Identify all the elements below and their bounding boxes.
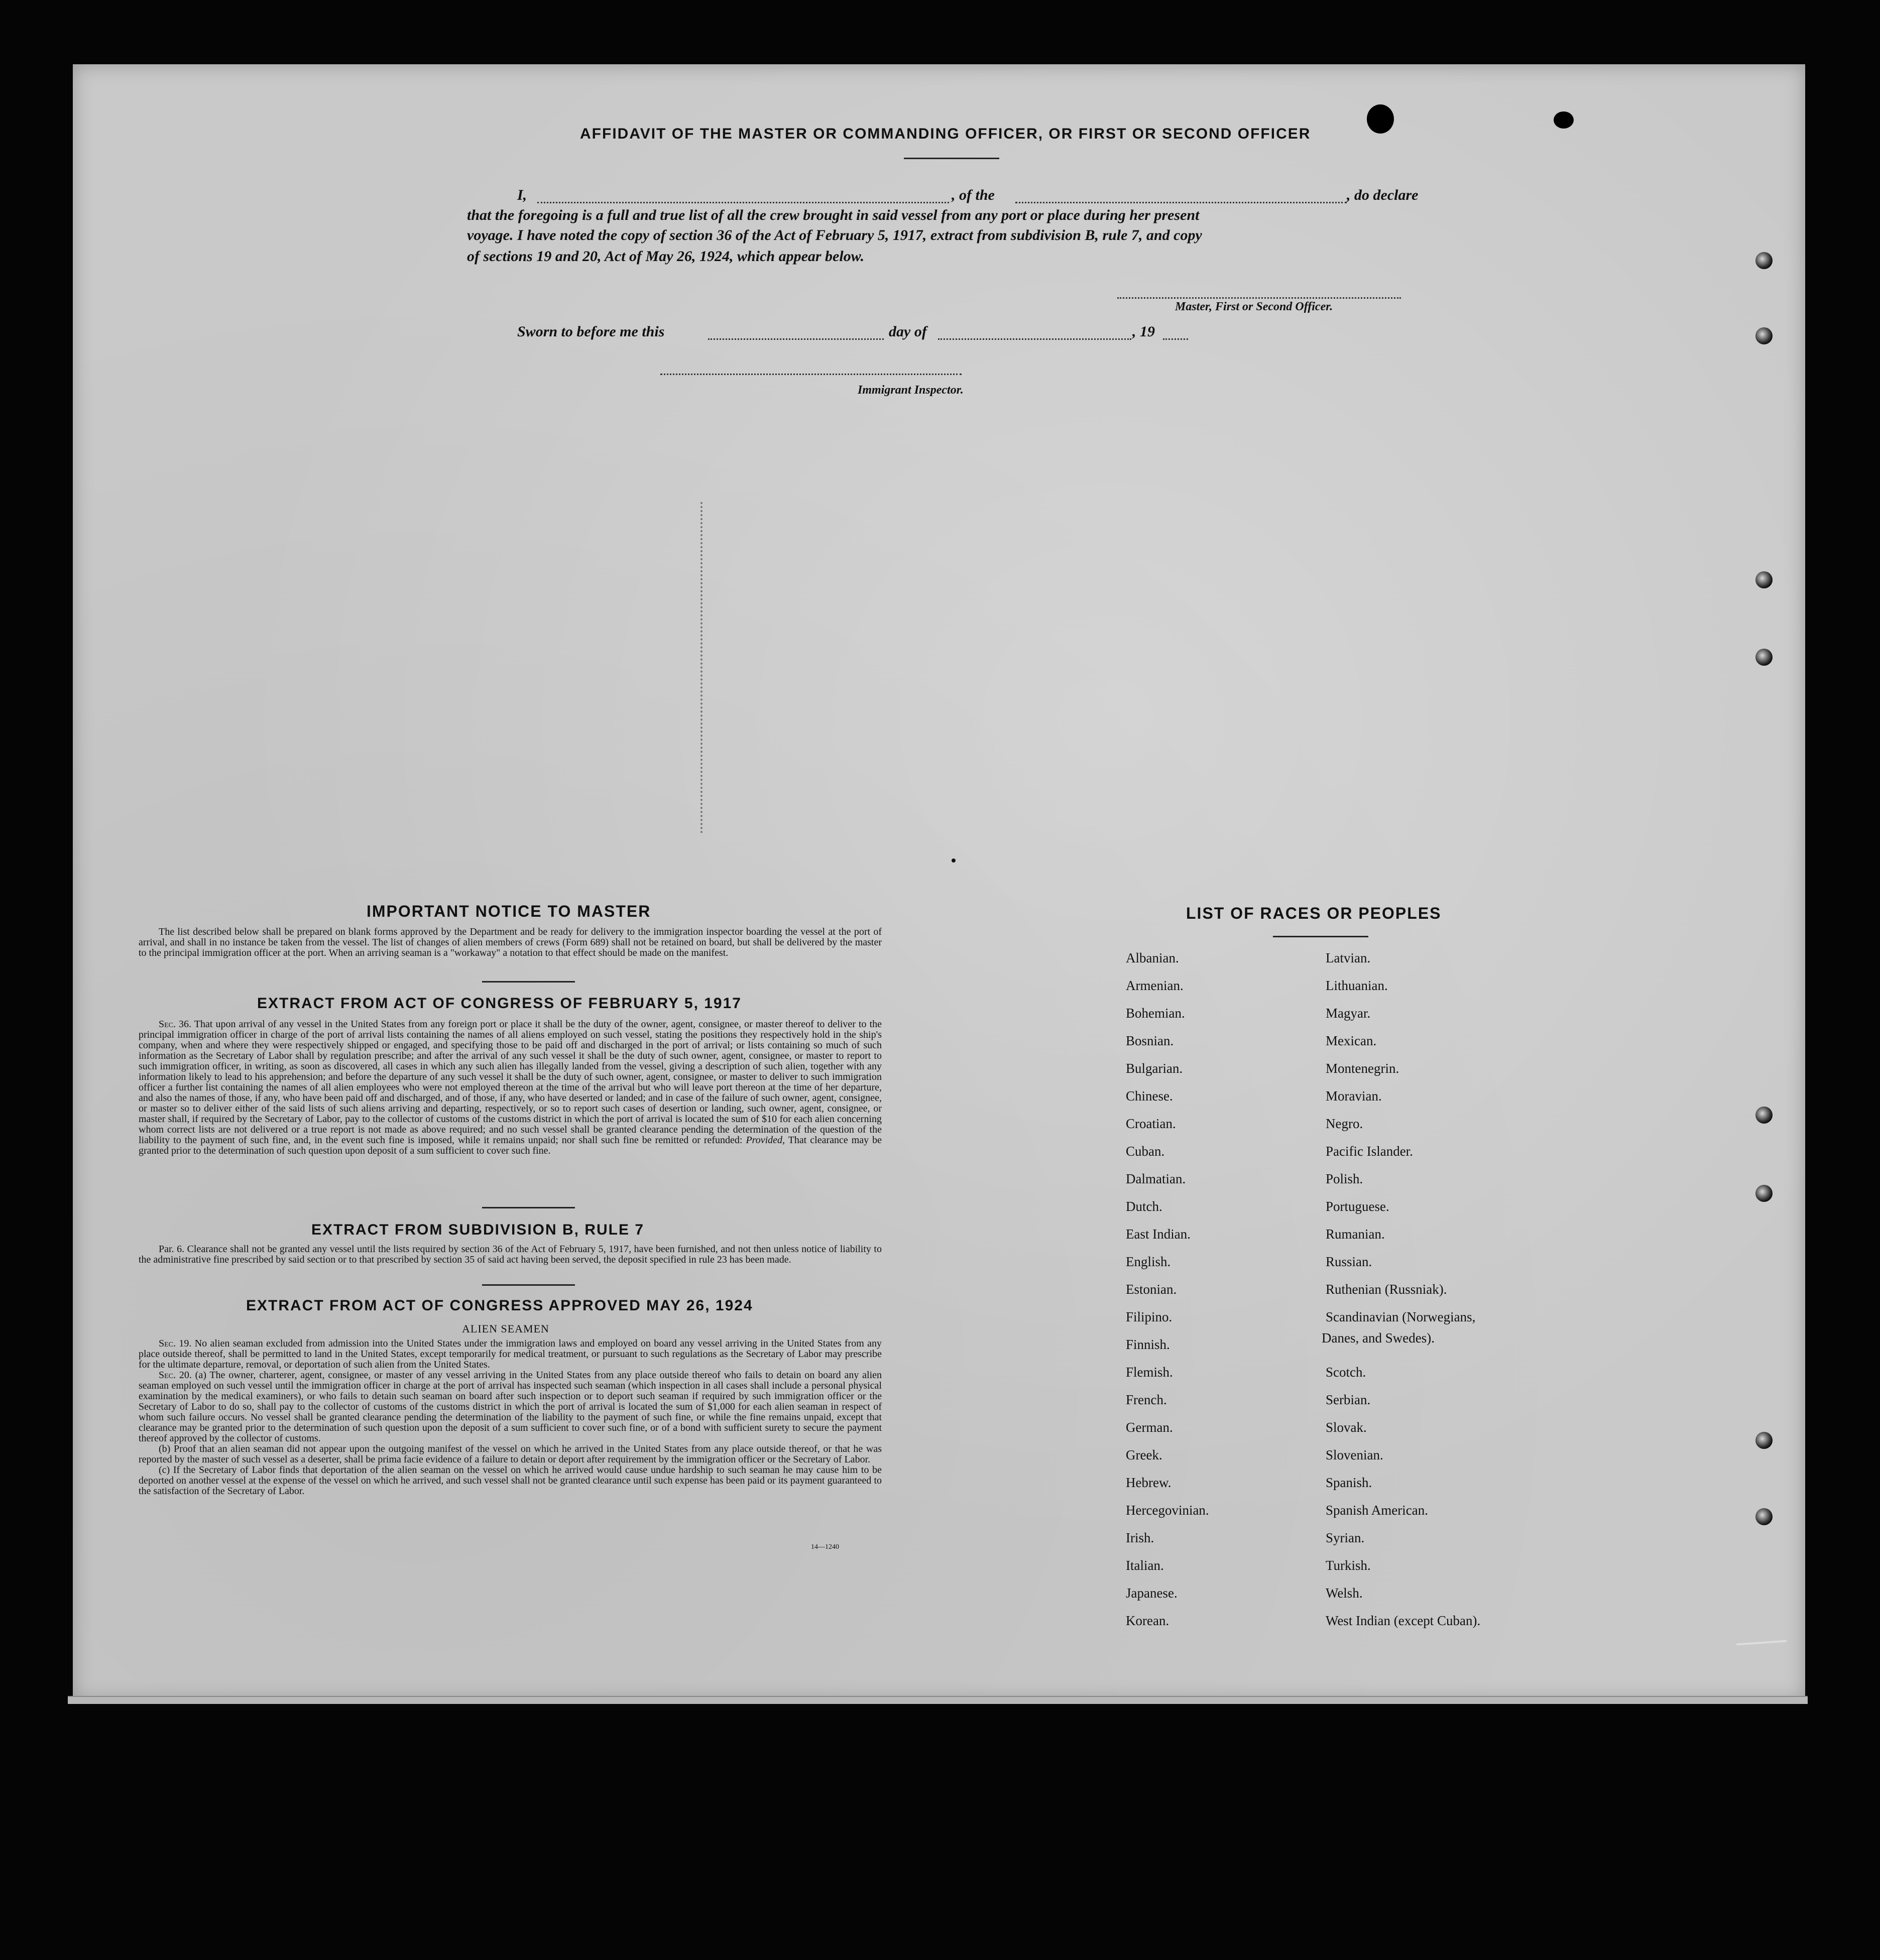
affidavit-line-3: voyage. I have noted the copy of section 36 of the Act of February 5, 1917, extract from subdivision B, rule 7, and copy: [467, 227, 1202, 243]
notice-body: [139, 927, 882, 958]
punch-hole: [1755, 649, 1773, 666]
punch-hole: [1755, 1508, 1773, 1525]
race-item: Syrian.: [1326, 1530, 1365, 1545]
race-item: Rumanian.: [1326, 1227, 1385, 1242]
ink-blot: [1554, 111, 1574, 129]
race-item: Irish.: [1126, 1530, 1154, 1545]
race-item: German.: [1126, 1420, 1173, 1435]
affidavit-line-2: that the foregoing is a full and true list of all the crew brought in said vessel from any port or place during her present: [467, 207, 1200, 223]
race-item: West Indian (except Cuban).: [1326, 1613, 1481, 1628]
race-item: Japanese.: [1126, 1585, 1178, 1601]
vessel-blank: [1015, 202, 1347, 203]
race-item: Slovenian.: [1326, 1447, 1383, 1462]
extract-1917-title: EXTRACT FROM ACT OF CONGRESS OF FEBRUARY 5, 1917: [257, 995, 742, 1012]
year-label: , 19: [1132, 323, 1155, 340]
sec-19-text: No alien seaman excluded from admission into the United States under the immigration laws and employed on board any vessel arriving in the United States from any place outside thereof, shall be permitted to land in the United States, except temporarily for medical treatment, or pursuant to such regulations as the Secretary of Labor may prescribe for the ultimate departure, removal, or deportation of such alien from the United States.: [139, 1338, 882, 1370]
race-item: Korean.: [1126, 1613, 1169, 1628]
notice-title: IMPORTANT NOTICE TO MASTER: [367, 902, 651, 920]
punch-hole: [1755, 1432, 1773, 1449]
race-item: Finnish.: [1126, 1337, 1170, 1352]
affidavit-title-underline: [904, 158, 999, 159]
extract-1917-divider: [482, 1207, 575, 1208]
sec-36-tail: That clearance may be granted prior to the determination of such question upon deposit of a sum sufficient to cover such fine.: [139, 1135, 882, 1156]
day-of-label: day of: [889, 323, 927, 340]
punch-hole: [1755, 1185, 1773, 1202]
race-item: Latvian.: [1326, 950, 1371, 965]
form-number: 14—1240: [811, 1543, 839, 1551]
faint-dot: [952, 859, 956, 863]
race-item: Filipino.: [1126, 1309, 1172, 1324]
race-item: Turkish.: [1326, 1558, 1371, 1573]
sec-20a-text: (a) The owner, charterer, agent, consignee, or master of any vessel arriving in the United States from any place outside thereof who fails to detain on board any alien seaman employed on such vessel until the immigration officer in charge at the port of arrival has inspected such seaman (which inspection in all cases shall include a personal physical examination by the medical examiners), or who fails to detain such seaman on board after such inspection or to deport such seaman if required by such immigration officer or the Secretary of Labor to do so, shall pay to the collector of customs of the customs district in which the port of arrival is located the sum of $1,000 for each alien seaman in respect of whom such failure occurs. No vessel shall be granted clearance pending the determination of the liability to the payment of such fine, or while the fine remains unpaid, except that clearance may be granted prior to the determination of such question upon the deposit of a sum sufficient to cover such fine, or of a bond with sufficient surety to secure the payment thereof approved by the collector of customs.: [139, 1370, 882, 1444]
race-item: Italian.: [1126, 1558, 1164, 1573]
race-item: Hebrew.: [1126, 1475, 1171, 1490]
race-item: East Indian.: [1126, 1227, 1191, 1242]
race-item: Estonian.: [1126, 1282, 1177, 1297]
master-signature-caption: Master, First or Second Officer.: [1175, 300, 1333, 313]
rule7-paragraph: Par. 6. Clearance shall not be granted any vessel until the lists required by section 36 of the Act of February 5, 1917, have been furnished, and not then unless notice of liability to the administrative fine prescribed by said section or to that prescribed by section 35 of said act having been served, the deposit specified in rule 23 has been made.: [139, 1244, 882, 1265]
punch-hole: [1755, 327, 1773, 344]
punch-hole: [1755, 1107, 1773, 1124]
race-item: Albanian.: [1126, 950, 1179, 965]
provided-word: Provided,: [746, 1135, 785, 1146]
race-item: Cuban.: [1126, 1144, 1165, 1159]
alien-seamen-subtitle: ALIEN SEAMEN: [462, 1322, 549, 1335]
race-item: Welsh.: [1326, 1585, 1363, 1601]
rule7-body: [139, 1244, 882, 1265]
race-item: Mexican.: [1326, 1033, 1377, 1048]
sec-19-label: Sec. 19.: [159, 1338, 192, 1349]
affidavit-do-declare: , do declare: [1347, 187, 1419, 203]
sec-20-label: Sec. 20.: [159, 1370, 192, 1381]
extract-1924-body: [139, 1338, 882, 1497]
race-item: Bulgarian.: [1126, 1061, 1183, 1076]
races-title: LIST OF RACES OR PEOPLES: [1186, 904, 1442, 922]
affidavit-i-label: I,: [517, 187, 527, 203]
race-item: Ruthenian (Russniak).: [1326, 1282, 1447, 1297]
sworn-day-blank: [708, 338, 884, 340]
name-blank: [537, 202, 949, 203]
faint-column-dots: [700, 502, 704, 833]
race-item: English.: [1126, 1254, 1171, 1269]
punch-hole: [1755, 252, 1773, 269]
race-item: Bohemian.: [1126, 1006, 1185, 1021]
rule7-divider: [482, 1284, 575, 1286]
affidavit-title: AFFIDAVIT OF THE MASTER OR COMMANDING OFFICER, OR FIRST OR SECOND OFFICER: [580, 126, 1311, 142]
race-item: Portuguese.: [1326, 1199, 1389, 1214]
notice-paragraph: The list described below shall be prepared on blank forms approved by the Department and be ready for delivery to the immigration inspector boarding the vessel at the port of arrival, and shall in no instance be taken from the vessel. The list of changes of alien members of crews (Form 689) shall not be retained on board, but shall be delivered by the master to the principal immigration officer at the port. When an arriving seaman is a "workaway" a notation to that effect should be made on the manifest.: [139, 926, 882, 958]
race-item: Lithuanian.: [1326, 978, 1388, 993]
race-item: Bosnian.: [1126, 1033, 1174, 1048]
sec-36-text: That upon arrival of any vessel in the United States from any foreign port or place it shall be the duty of the owner, agent, consignee, or master thereof to deliver to the principal immigration officer in charge of the port of arrival lists containing the names of all aliens employed on such vessel, stating the positions they respectively hold in the ship's company, when and where they were respectively shipped or engaged, and specifying those to be paid off and discharged in the port of arrival; or lists containing so much of such information as the Secretary of Labor shall by regulation prescribe; and after the arrival of any such vessel it shall be the duty of such owner, agent, consignee, or master to report to such immigration officer, in writing, as soon as discovered, all cases in which any such alien has illegally landed from the vessel, giving a description of such alien, together with any information likely to lead to his apprehension; and before the departure of any such vessel it shall be the duty of such owner, agent, consignee, or master to deliver to such immigration officer a further list containing the names of all alien employees who were not employed thereon at the time of the arrival but who will leave port thereon at the time of her departure, and also the names of those, if any, who have been paid off and discharged, and of those, if any, who have deserted or landed; and in case of the failure of such owner, agent, consignee, or master so to deliver either of the said lists of such aliens arriving and departing, respectively, or so to report such cases of desertion or landing, such owner, agent, consignee, or master shall, if required by the Secretary of Labor, pay to the collector of customs of the customs district in which the port of arrival is located the sum of $10 for each alien concerning whom correct lists are not delivered or a true report is not made as above required; and no such vessel shall be granted clearance pending the determination of the question of the liability to the payment of such fine, and, in the event such fine is imposed, while it remains unpaid; nor shall such fine be remitted or refunded:: [139, 1019, 882, 1146]
race-item: Negro.: [1326, 1116, 1363, 1131]
race-item: Scandinavian (Norwegians,: [1326, 1309, 1476, 1324]
race-item: Chinese.: [1126, 1088, 1173, 1104]
races-title-underline: [1273, 936, 1368, 937]
punch-hole: [1755, 571, 1773, 588]
race-item: Serbian.: [1326, 1392, 1371, 1407]
ink-blot: [1367, 104, 1394, 134]
race-item: Dalmatian.: [1126, 1171, 1186, 1186]
race-item: Montenegrin.: [1326, 1061, 1399, 1076]
master-signature-line: [1117, 297, 1401, 299]
race-item: Russian.: [1326, 1254, 1372, 1269]
race-item: Croatian.: [1126, 1116, 1176, 1131]
race-item: Moravian.: [1326, 1088, 1382, 1104]
race-item: Spanish.: [1326, 1475, 1372, 1490]
notice-divider: [482, 981, 575, 983]
race-item: Dutch.: [1126, 1199, 1162, 1214]
extract-1917-body: [139, 1019, 882, 1156]
sec-20b-text: (b) Proof that an alien seaman did not appear upon the outgoing manifest of the vessel on which he arrived in the United States from any place outside thereof, or that he was reported by the master of such vessel as a deserter, shall be prima facie evidence of a failure to detain or deport after requirement by the immigration officer or the Secretary of Labor.: [139, 1443, 882, 1465]
rule7-title: EXTRACT FROM SUBDIVISION B, RULE 7: [311, 1221, 645, 1238]
sheet-bottom-edge: [68, 1696, 1808, 1704]
race-item: Flemish.: [1126, 1365, 1173, 1380]
race-item: Magyar.: [1326, 1006, 1371, 1021]
race-item: Slovak.: [1326, 1420, 1367, 1435]
extract-1924-title: EXTRACT FROM ACT OF CONGRESS APPROVED MAY 26, 1924: [246, 1297, 753, 1314]
sworn-month-blank: [938, 338, 1131, 340]
race-item: Pacific Islander.: [1326, 1144, 1413, 1159]
race-item: Spanish American.: [1326, 1503, 1428, 1518]
race-item: French.: [1126, 1392, 1167, 1407]
race-item: Hercegovinian.: [1126, 1503, 1209, 1518]
sworn-label: Sworn to before me this: [517, 323, 665, 340]
race-item: Scotch.: [1326, 1365, 1366, 1380]
race-item: Polish.: [1326, 1171, 1363, 1186]
inspector-caption: Immigrant Inspector.: [858, 384, 964, 397]
sworn-year-blank: [1163, 338, 1188, 340]
race-item: Greek.: [1126, 1447, 1162, 1462]
race-item: Armenian.: [1126, 978, 1184, 993]
sec-36-label: Sec. 36.: [159, 1019, 192, 1030]
sec-20c-text: (c) If the Secretary of Labor finds that deportation of the alien seaman on the vessel on which he arrived would cause undue hardship to such seaman he may cause him to be deported on another vessel at the expense of the vessel on which he arrived, and such vessel shall not be granted clearance until such expense has been paid or its payment guaranteed to the satisfaction of the Secretary of Labor.: [139, 1464, 882, 1497]
inspector-signature-line: [660, 374, 962, 375]
affidavit-line-4: of sections 19 and 20, Act of May 26, 1924, which appear below.: [467, 248, 865, 265]
affidavit-of-the: , of the: [952, 187, 995, 203]
race-item-scandinavian-cont: Danes, and Swedes).: [1322, 1330, 1435, 1345]
